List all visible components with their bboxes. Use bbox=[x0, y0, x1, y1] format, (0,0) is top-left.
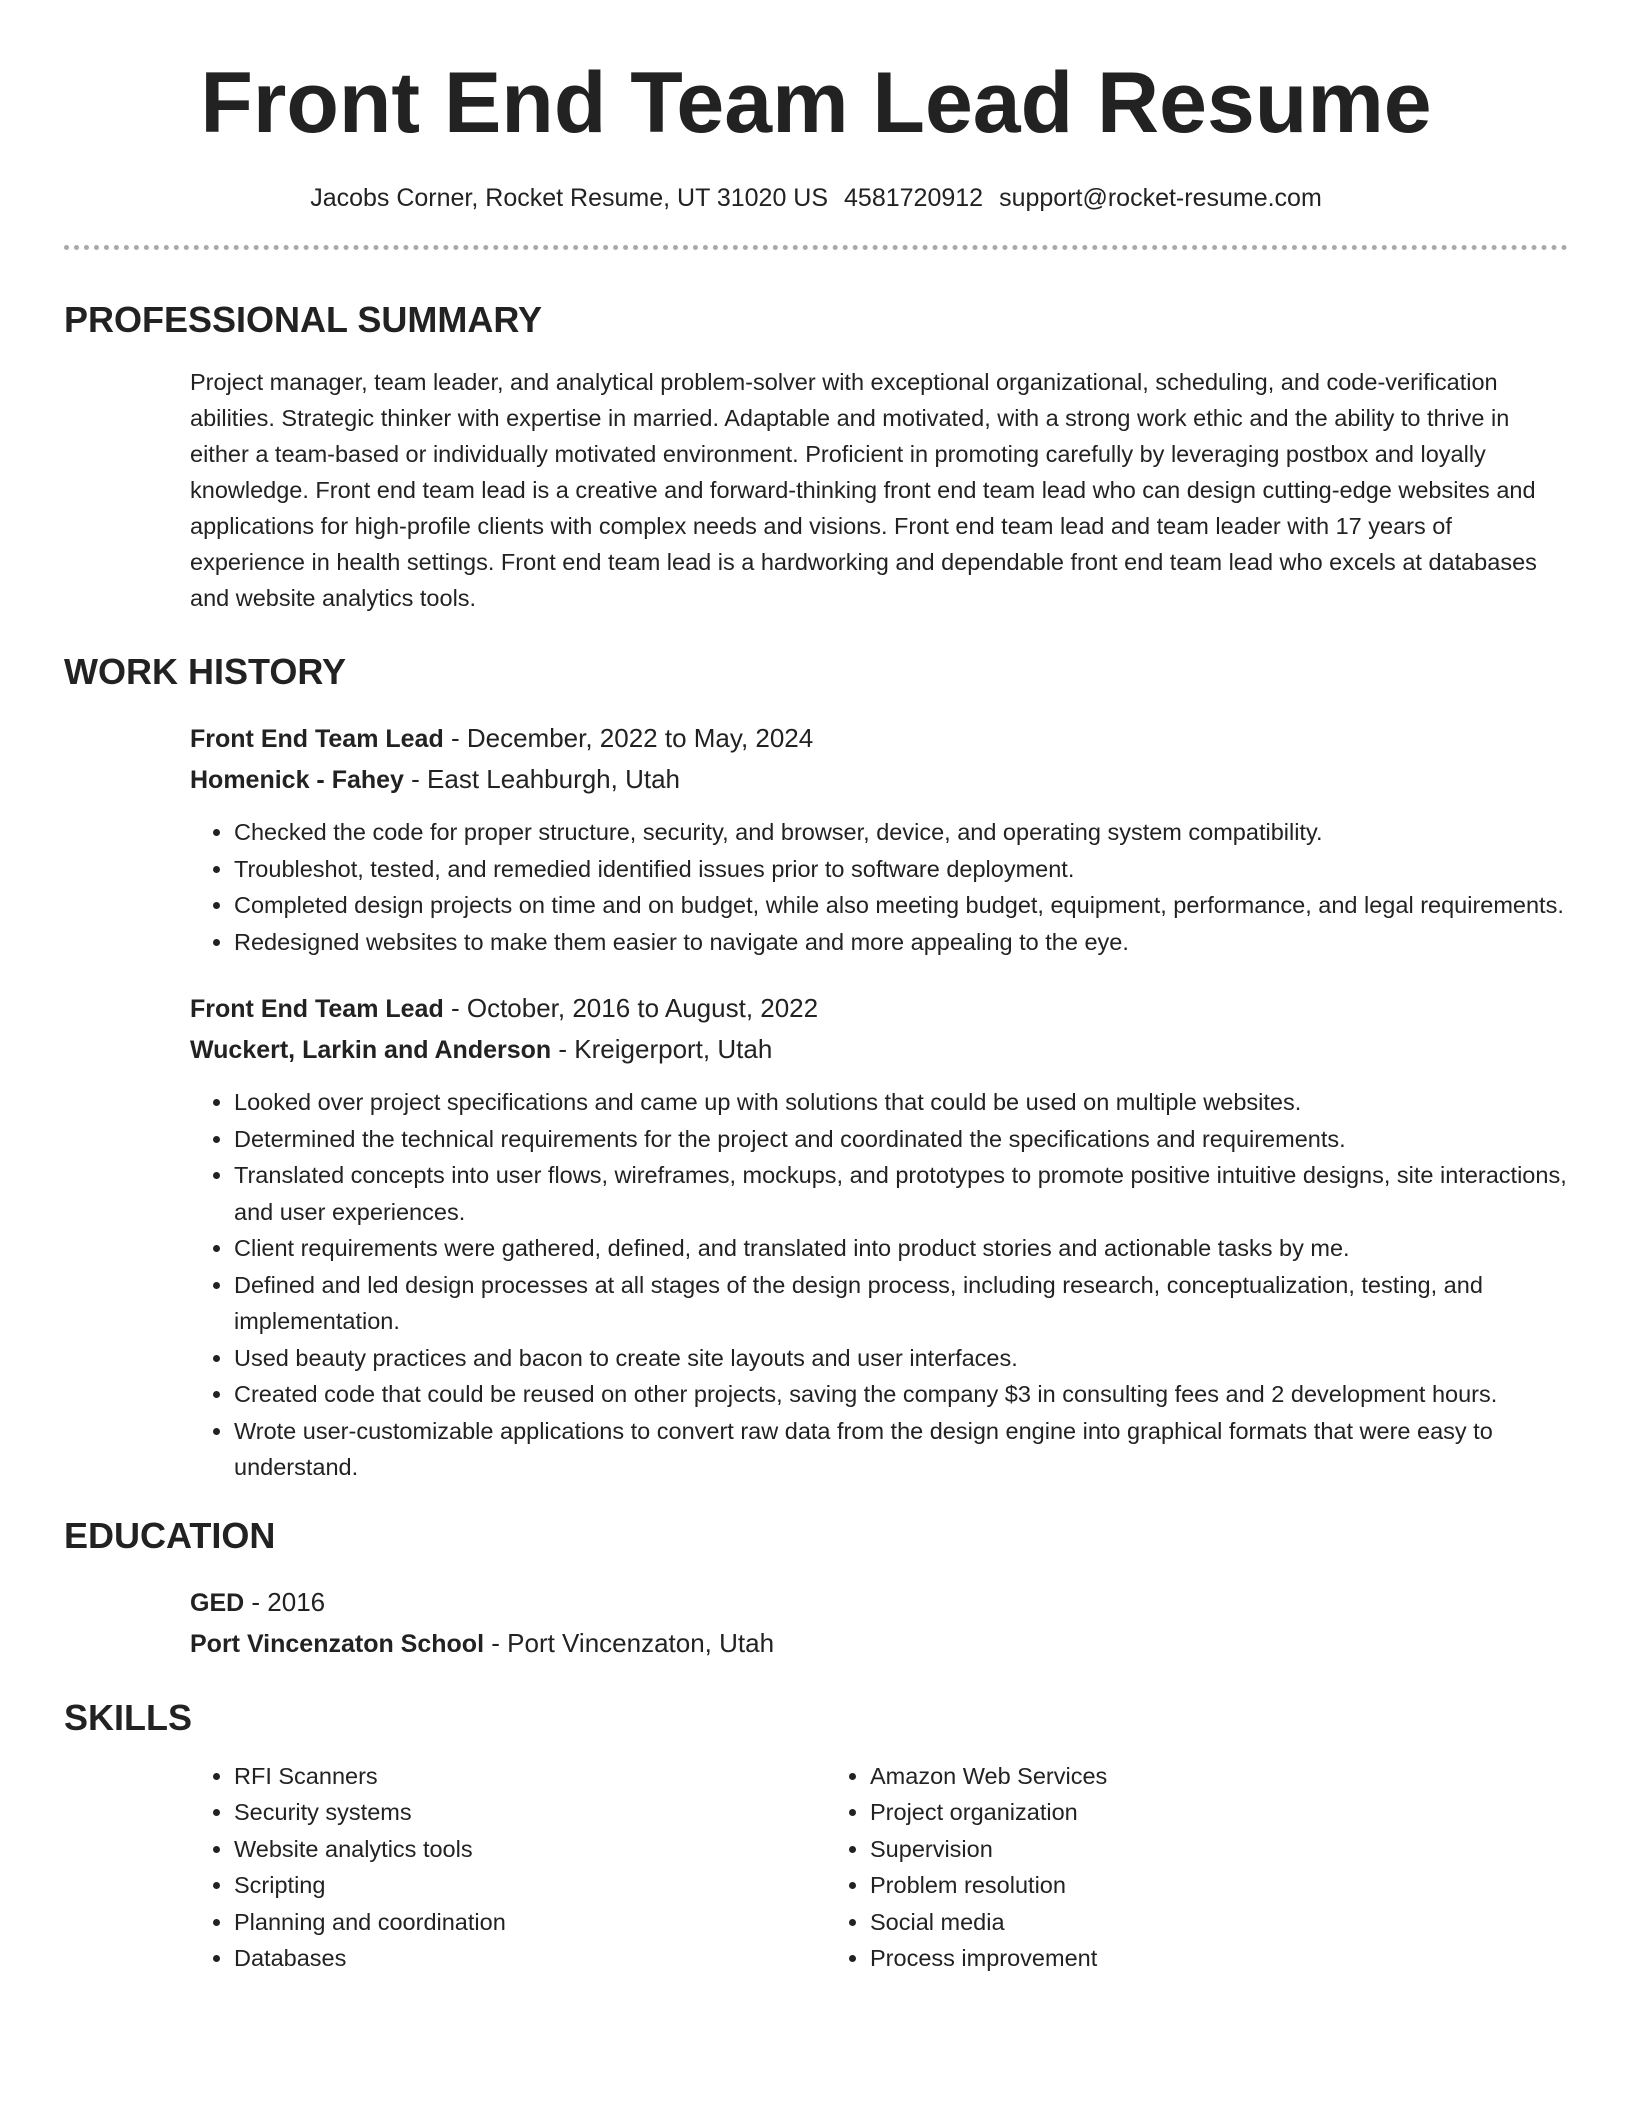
job-bullet: • Checked the code for proper structure, security, and browser, device, and operating system compatibility. bbox=[234, 814, 1568, 851]
job-bullet: • Redesigned websites to make them easier to navigate and more appealing to the eye. bbox=[234, 924, 1568, 961]
skills-section bbox=[64, 1696, 1568, 1977]
contact-address: Jacobs Corner, Rocket Resume, UT 31020 US bbox=[310, 184, 829, 212]
job-company: Homenick - Fahey bbox=[190, 766, 404, 794]
skills-heading: SKILLS bbox=[64, 1696, 193, 1738]
education-section bbox=[64, 1514, 1568, 1664]
contact-line bbox=[64, 184, 1568, 213]
job-bullet: • Completed design projects on time and on budget, while also meeting budget, equipment, performance, and legal requirements. bbox=[234, 887, 1568, 924]
job-entry bbox=[190, 718, 1568, 960]
job-bullet: • Looked over project specifications and came up with solutions that could be used on multiple websites. bbox=[234, 1084, 1568, 1121]
education-year: - 2016 bbox=[244, 1586, 326, 1617]
summary-text: Project manager, team leader, and analytical problem-solver with exceptional organizational, scheduling, and code-verification abilities. Strategic thinker with expertise in married. Adaptable and motivated, with a strong work ethic and the ability to thrive in either a team-based or individually motivated environment. Proficient in promoting carefully by leveraging postbox and loyally knowledge. Front end team lead is a creative and forward-thinking front end team lead who can design cutting-edge websites and applications for high-profile clients with complex needs and visions. Front end team lead and team leader with 17 years of experience in health settings. Front end team lead is a hardworking and dependable front end team lead who excels at databases and website analytics tools. bbox=[190, 369, 1537, 611]
job-title: Front End Team Lead bbox=[190, 725, 444, 753]
job-location: - East Leahburgh, Utah bbox=[403, 764, 681, 794]
job-company-line bbox=[190, 1029, 1568, 1070]
skill-item: • Scripting bbox=[234, 1867, 826, 1904]
skill-item: • Website analytics tools bbox=[234, 1831, 826, 1868]
job-dates: - December, 2022 to May, 2024 bbox=[443, 723, 814, 753]
education-degree: GED bbox=[190, 1588, 245, 1617]
skill-item: • Project organization bbox=[870, 1794, 1462, 1831]
skill-item: • Process improvement bbox=[870, 1940, 1462, 1977]
job-bullet: • Troubleshot, tested, and remedied identified issues prior to software deployment. bbox=[234, 851, 1568, 888]
job-bullet: • Defined and led design processes at all stages of the design process, including research, conceptualization, testing, and implementation. bbox=[234, 1267, 1568, 1340]
work-history-section bbox=[64, 651, 1568, 1486]
education-location: - Port Vincenzaton, Utah bbox=[484, 1627, 775, 1658]
skills-right-list bbox=[826, 1758, 1462, 1977]
job-bullet: • Used beauty practices and bacon to create site layouts and user interfaces. bbox=[234, 1340, 1568, 1377]
job-title-line bbox=[190, 718, 1568, 759]
job-bullet: • Determined the technical requirements for the project and coordinated the specifications and requirements. bbox=[234, 1121, 1568, 1158]
job-bullet: • Wrote user-customizable applications to convert raw data from the design engine into graphical formats that were easy to understand. bbox=[234, 1413, 1568, 1486]
work-history-heading: WORK HISTORY bbox=[64, 651, 347, 692]
contact-phone: 4581720912 bbox=[844, 184, 984, 212]
skill-item: • Problem resolution bbox=[870, 1867, 1462, 1904]
education-heading: EDUCATION bbox=[64, 1514, 276, 1556]
skill-item: • Security systems bbox=[234, 1794, 826, 1831]
job-bullets bbox=[190, 814, 1568, 960]
skills-left-list bbox=[190, 1758, 826, 1977]
job-dates: - October, 2016 to August, 2022 bbox=[443, 993, 819, 1023]
job-bullet: • Translated concepts into user flows, wireframes, mockups, and prototypes to promote positive intuitive designs, site interactions, and user experiences. bbox=[234, 1157, 1568, 1230]
header-divider bbox=[64, 245, 1568, 250]
skills-columns bbox=[190, 1758, 1568, 1977]
skill-item: • RFI Scanners bbox=[234, 1758, 826, 1795]
skill-item: • Amazon Web Services bbox=[870, 1758, 1462, 1795]
job-bullet: • Client requirements were gathered, defined, and translated into product stories and actionable tasks by me. bbox=[234, 1230, 1568, 1267]
resume-title: Front End Team Lead Resume bbox=[200, 55, 1432, 151]
education-school-line bbox=[190, 1623, 1568, 1664]
job-title-line bbox=[190, 988, 1568, 1029]
skill-item: • Social media bbox=[870, 1904, 1462, 1941]
job-title: Front End Team Lead bbox=[190, 995, 444, 1023]
job-entry bbox=[190, 988, 1568, 1486]
job-bullet: • Created code that could be reused on other projects, saving the company $3 in consulting fees and 2 development hours. bbox=[234, 1376, 1568, 1413]
summary-heading: PROFESSIONAL SUMMARY bbox=[64, 299, 543, 340]
job-location: - Kreigerport, Utah bbox=[551, 1034, 773, 1064]
job-bullets bbox=[190, 1084, 1568, 1486]
job-company: Wuckert, Larkin and Anderson bbox=[190, 1036, 552, 1064]
education-entry bbox=[190, 1582, 1568, 1664]
education-school: Port Vincenzaton School bbox=[190, 1629, 485, 1658]
skill-item: • Planning and coordination bbox=[234, 1904, 826, 1941]
job-company-line bbox=[190, 759, 1568, 800]
skill-item: • Databases bbox=[234, 1940, 826, 1977]
contact-email: support@rocket-resume.com bbox=[999, 184, 1322, 212]
skill-item: • Supervision bbox=[870, 1831, 1462, 1868]
education-degree-line bbox=[190, 1582, 1568, 1623]
summary-section bbox=[64, 299, 1568, 616]
